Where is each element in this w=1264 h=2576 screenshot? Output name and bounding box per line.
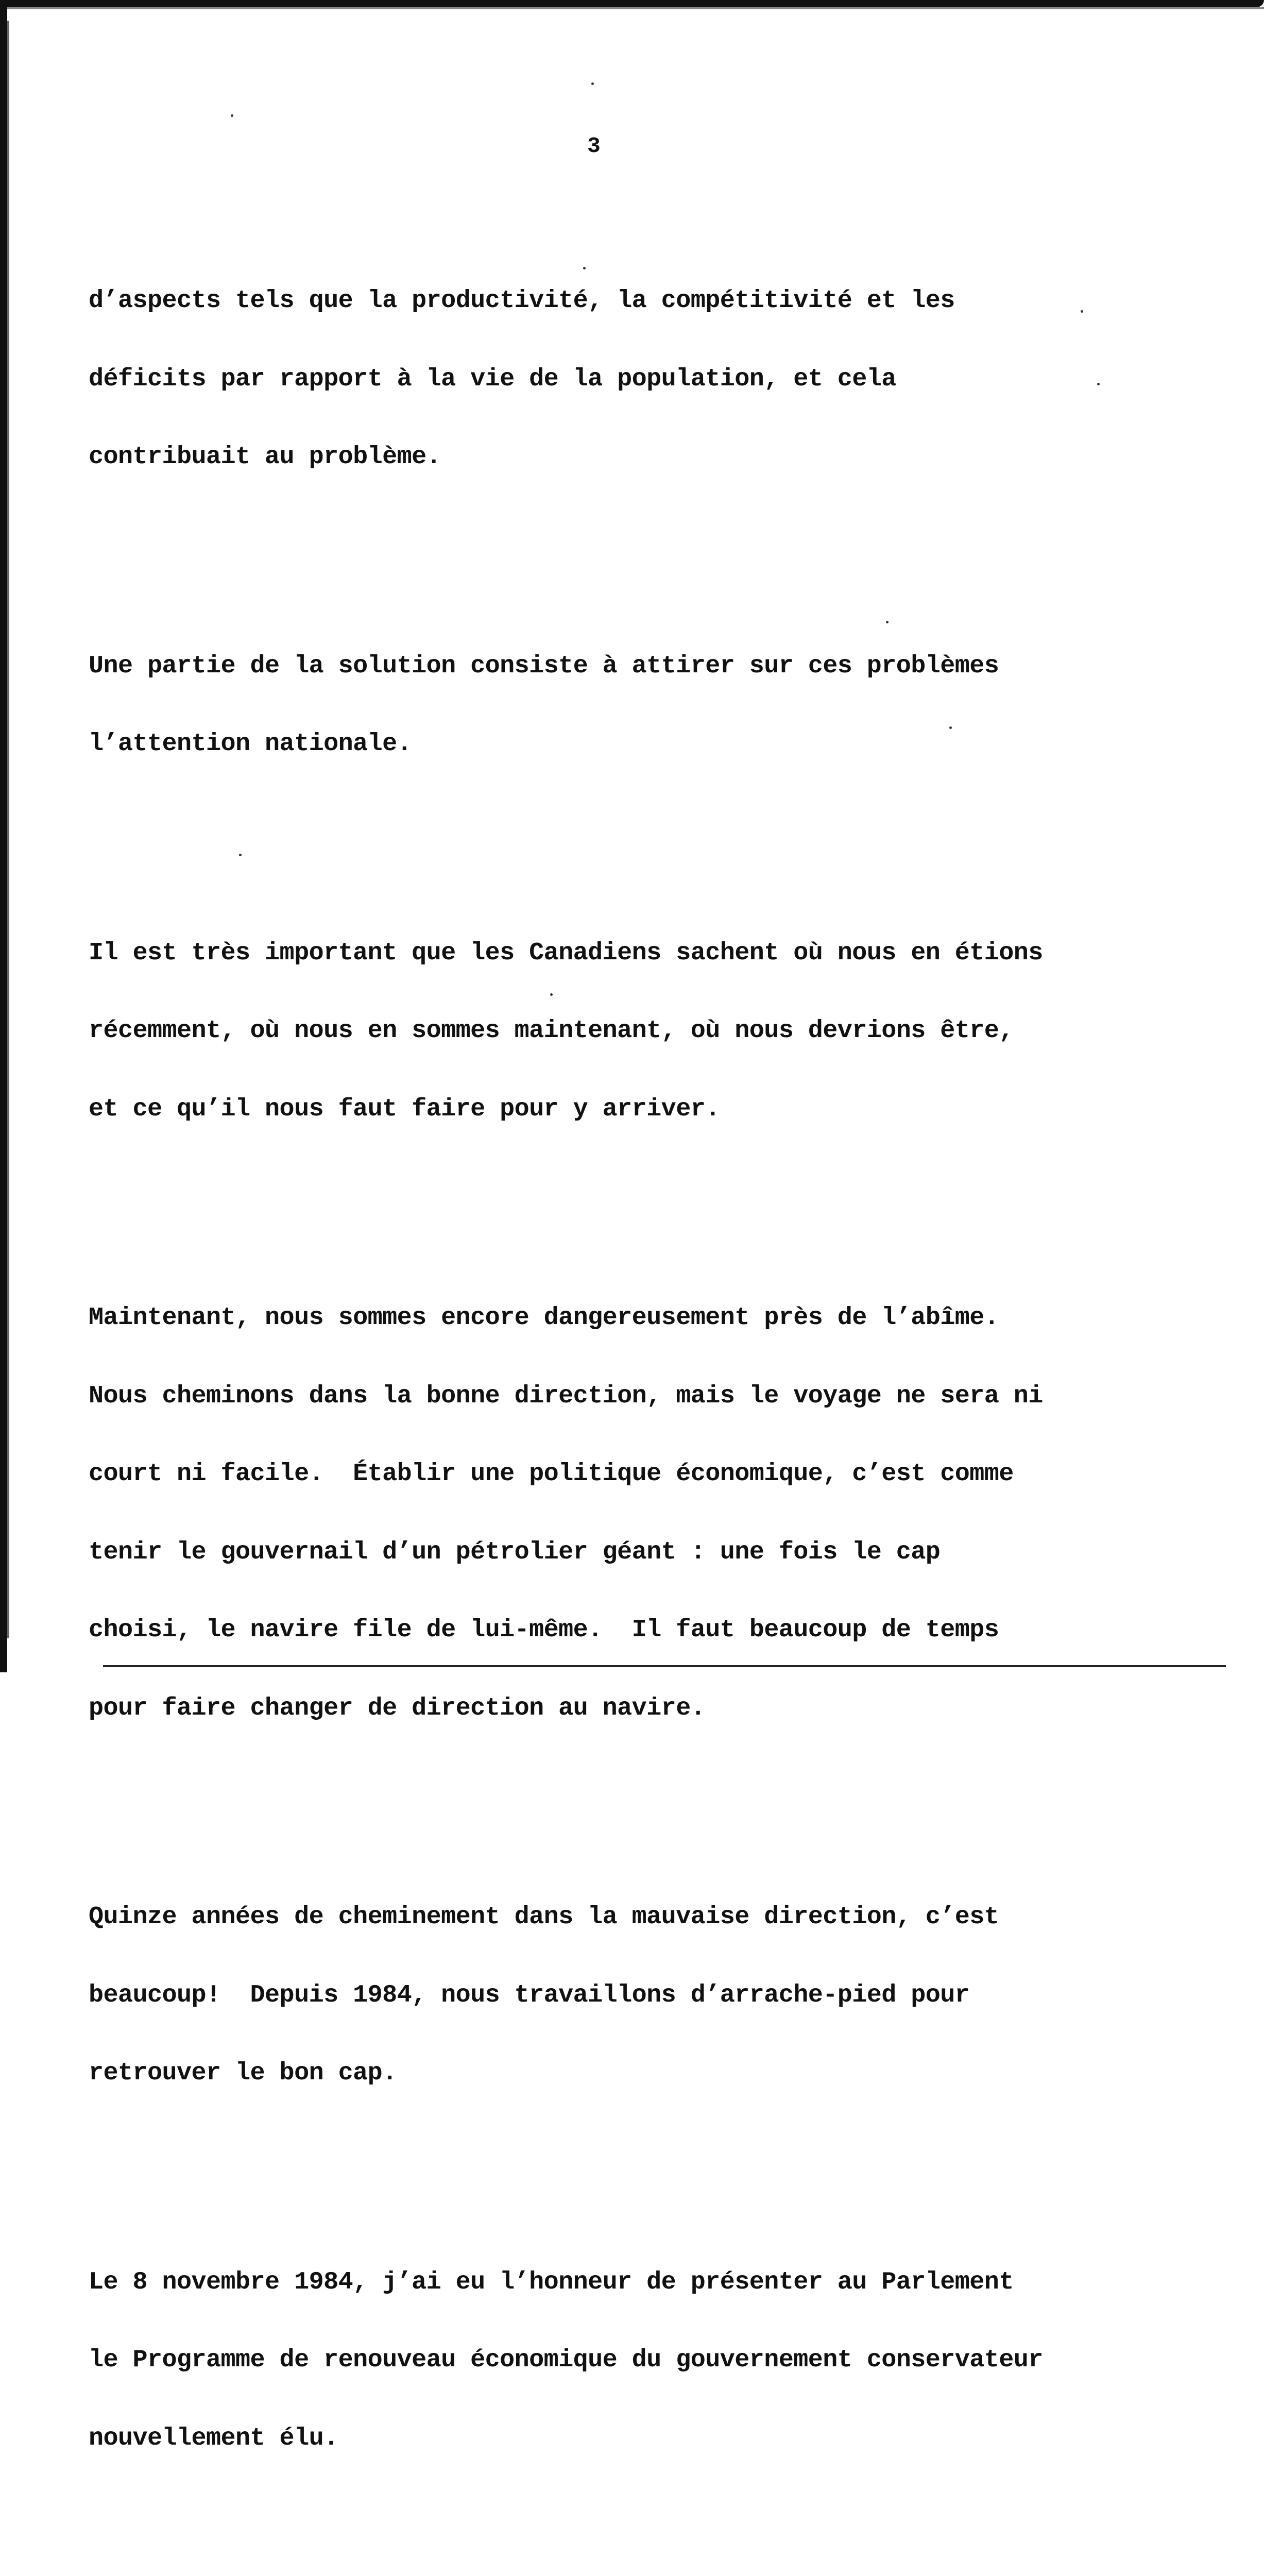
scan-border-top-shadow <box>0 7 1264 9</box>
paragraph <box>89 236 1232 522</box>
text-line: Il est très important que les Canadiens sachent où nous en étions <box>89 938 1043 967</box>
page-number: 3 <box>587 133 601 159</box>
text-line: Nous cheminons dans la bonne direction, mais le voyage ne sera ni <box>89 1381 1043 1410</box>
paragraph <box>89 888 1232 1175</box>
text-line: Le 8 novembre 1984, j’ai eu l’honneur de présenter au Parlement <box>89 2267 1014 2296</box>
scan-speck <box>591 82 594 85</box>
text-line: tenir le gouvernail d’un pétrolier géant : une fois le cap <box>89 1537 941 1566</box>
text-line: choisi, le navire file de lui-même. Il faut beaucoup de temps <box>89 1616 999 1644</box>
scan-border-left <box>0 0 7 1672</box>
text-line: récemment, où nous en sommes maintenant, où nous devrions être, <box>89 1016 1014 1045</box>
text-line: Une partie de la solution consiste à attirer sur ces problèmes <box>89 651 999 680</box>
text-line: contribuait au problème. <box>89 443 441 471</box>
body-text <box>89 184 1232 2576</box>
text-line: l’attention nationale. <box>89 730 412 758</box>
text-line: retrouver le bon cap. <box>89 2059 397 2087</box>
text-line: nouvellement élu. <box>89 2424 338 2452</box>
text-line: d’aspects tels que la productivité, la compétitivité et les <box>89 286 955 315</box>
scan-speck <box>231 114 233 117</box>
text-line: Maintenant, nous sommes encore dangereusement près de l’abîme. <box>89 1303 999 1332</box>
paragraph <box>89 2217 1232 2504</box>
text-line: pour faire changer de direction au navire. <box>89 1693 706 1722</box>
paragraph <box>89 601 1232 809</box>
text-line: et ce qu’il nous faut faire pour y arriver. <box>89 1094 720 1123</box>
paragraph <box>89 1253 1232 1773</box>
text-line: le Programme de renouveau économique du gouvernement conservateur <box>89 2346 1043 2374</box>
text-line: beaucoup! Depuis 1984, nous travaillons d’arrache-pied pour <box>89 1980 970 2009</box>
scan-border-left-shadow <box>7 21 9 1638</box>
scan-border-top <box>0 0 1264 7</box>
paragraph <box>89 1852 1232 2139</box>
text-line: Quinze années de cheminement dans la mauvaise direction, c’est <box>89 1903 999 1931</box>
text-line: déficits par rapport à la vie de la population, et cela <box>89 364 896 393</box>
text-line: court ni facile. Établir une politique économique, c’est comme <box>89 1460 1014 1488</box>
